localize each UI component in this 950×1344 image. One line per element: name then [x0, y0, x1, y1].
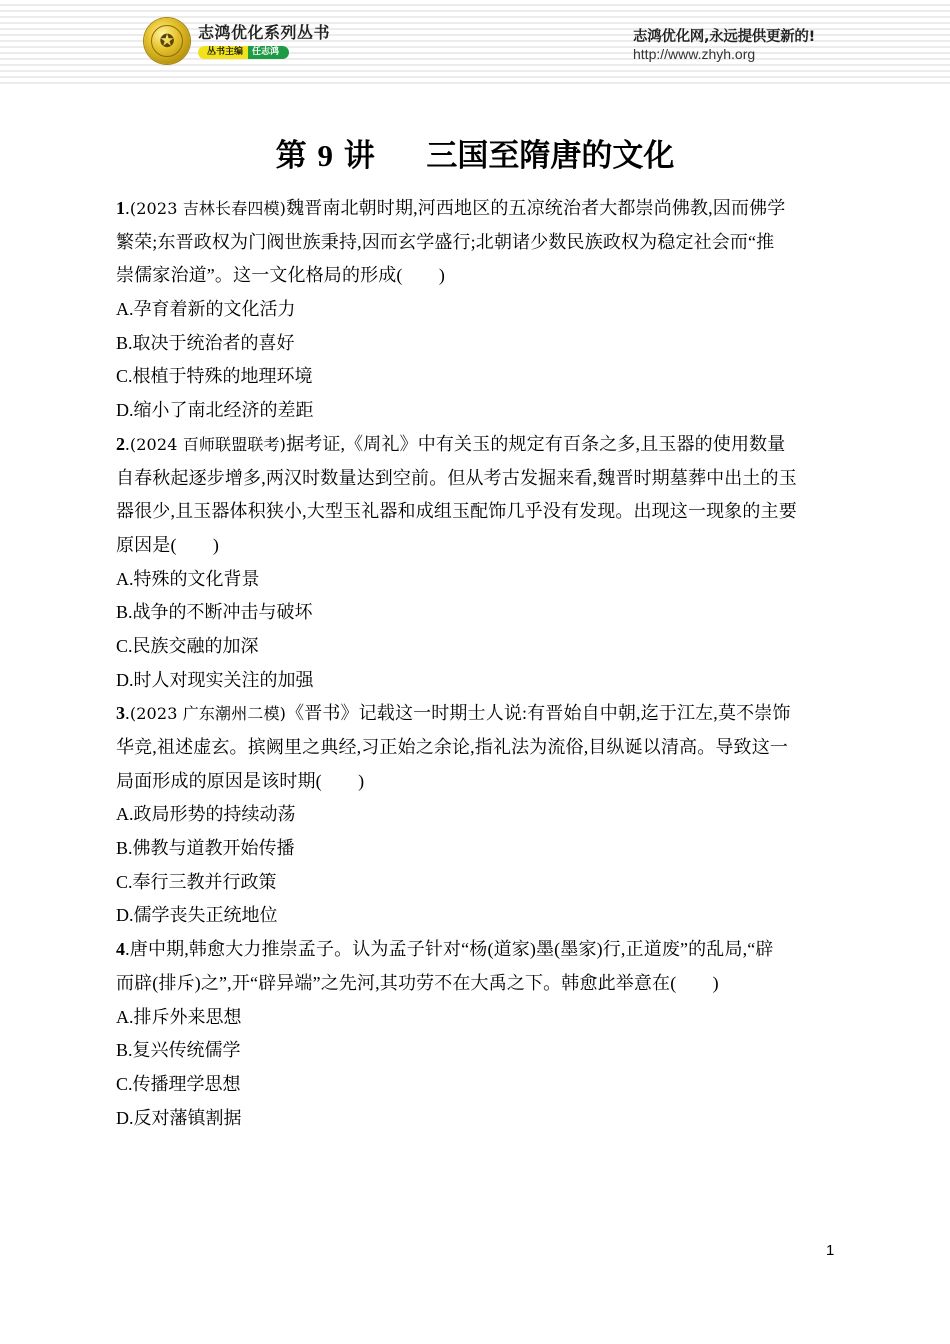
option-d: D.反对藩镇割据	[116, 1107, 242, 1128]
header-slogan-block	[633, 28, 815, 62]
header-url: http://www.zhyh.org	[633, 46, 756, 62]
question-text: 据考证,《周礼》中有关玉的规定有百条之多,且玉器的使用数量	[286, 433, 786, 454]
question-4	[116, 933, 836, 1135]
brand-title: 志鸿优化系列丛书	[198, 23, 331, 42]
question-text: 《晋书》记载这一时期士人说:有晋始自中朝,迄于江左,莫不崇饰	[286, 703, 791, 724]
option-c: C.传播理学思想	[116, 1073, 241, 1094]
option-a: A.政局形势的持续动荡	[116, 804, 296, 825]
option-a: A.排斥外来思想	[116, 1006, 242, 1027]
title-lecture-number: 9	[317, 138, 333, 173]
title-suffix: 讲	[343, 138, 375, 174]
option-d: D.时人对现实关注的加强	[116, 669, 314, 690]
option-c: C.奉行三教并行政策	[116, 871, 277, 892]
question-stem-line: 器很少,且玉器体积狭小,大型玉礼器和成组玉配饰几乎没有发现。出现这一现象的主要	[116, 501, 797, 522]
header-slogan: 志鸿优化网,永远提供更新的!	[633, 29, 815, 45]
question-number: 4	[116, 939, 126, 960]
question-stem-line: 2.(2024 百师联盟联考)据考证,《周礼》中有关玉的规定有百条之多,且玉器的使用数量	[116, 433, 786, 454]
question-list	[116, 192, 836, 1135]
page-number: 1	[826, 1242, 835, 1259]
editor-label-tag: 丛书主编	[198, 46, 248, 59]
option-d: D.缩小了南北经济的差距	[116, 400, 314, 421]
question-number: 2	[116, 433, 126, 454]
editor-name-tag: 任志鸿	[248, 46, 289, 59]
option-a: A.特殊的文化背景	[116, 568, 260, 589]
question-stem-line: 华竞,祖述虚玄。摈阙里之典经,习正始之余论,指礼法为流俗,目纵诞以清高。导致这一	[116, 737, 788, 757]
option-b: B.复兴传统儒学	[116, 1040, 241, 1061]
question-stem-line: 3.(2023 广东潮州二模)《晋书》记载这一时期士人说:有晋始自中朝,迄于江左,莫不崇饰	[116, 703, 791, 724]
question-stem-line	[116, 933, 836, 967]
question-3	[116, 697, 836, 933]
question-stem-line: 自春秋起逐步增多,两汉时数量达到空前。但从考古发掘来看,魏晋时期墓葬中出土的玉	[116, 467, 797, 488]
option-a: A.孕育着新的文化活力	[116, 299, 296, 320]
question-text: .唐中期,韩愈大力推崇孟子。认为孟子针对“杨(道家)墨(墨家)行,正道废”的乱局,“辟	[125, 939, 774, 960]
option-d: D.儒学丧失正统地位	[116, 905, 278, 926]
question-stem-line: 繁荣;东晋政权为门阀世族秉持,因而玄学盛行;北朝诸少数民族政权为稳定社会而“推	[116, 231, 775, 252]
medal-emblem-icon: ✪	[159, 30, 175, 52]
option-c: C.民族交融的加深	[116, 635, 259, 656]
medal-logo-icon	[144, 18, 190, 64]
page-title	[0, 134, 950, 178]
question-stem-line: 局面形成的原因是该时期( )	[116, 770, 365, 791]
option-b: B.佛教与道教开始传播	[116, 838, 295, 859]
brand-tags	[198, 46, 330, 59]
question-stem-line: 原因是( )	[116, 534, 220, 555]
question-source: (2023 广东潮州二模)	[129, 704, 287, 724]
title-topic: 三国至隋唐的文化	[426, 138, 675, 174]
option-c: C.根植于特殊的地理环境	[116, 366, 313, 387]
brand-logo	[144, 18, 330, 64]
question-stem-line: 而辟(排斥)之”,开“辟异端”之先河,其功劳不在大禹之下。韩愈此举意在( )	[116, 972, 719, 993]
question-1	[116, 192, 836, 428]
title-prefix: 第	[275, 138, 307, 174]
question-number: 1	[116, 198, 126, 218]
question-text: 魏晋南北朝时期,河西地区的五凉统治者大都崇尚佛教,因而佛学	[286, 198, 786, 218]
question-source: (2024 百师联盟联考)	[129, 434, 287, 454]
option-b: B.战争的不断冲击与破坏	[116, 602, 313, 623]
question-2	[116, 428, 836, 698]
option-b: B.取决于统治者的喜好	[116, 332, 295, 353]
question-source: (2023 吉林长春四模)	[129, 199, 287, 218]
brand-text	[198, 23, 330, 59]
header-divider	[3, 84, 950, 90]
question-stem-line: 1.(2023 吉林长春四模)魏晋南北朝时期,河西地区的五凉统治者大都崇尚佛教,因而佛学	[116, 198, 786, 218]
question-stem-line: 崇儒家治道”。这一文化格局的形成( )	[116, 265, 445, 286]
question-number: 3	[116, 703, 126, 724]
